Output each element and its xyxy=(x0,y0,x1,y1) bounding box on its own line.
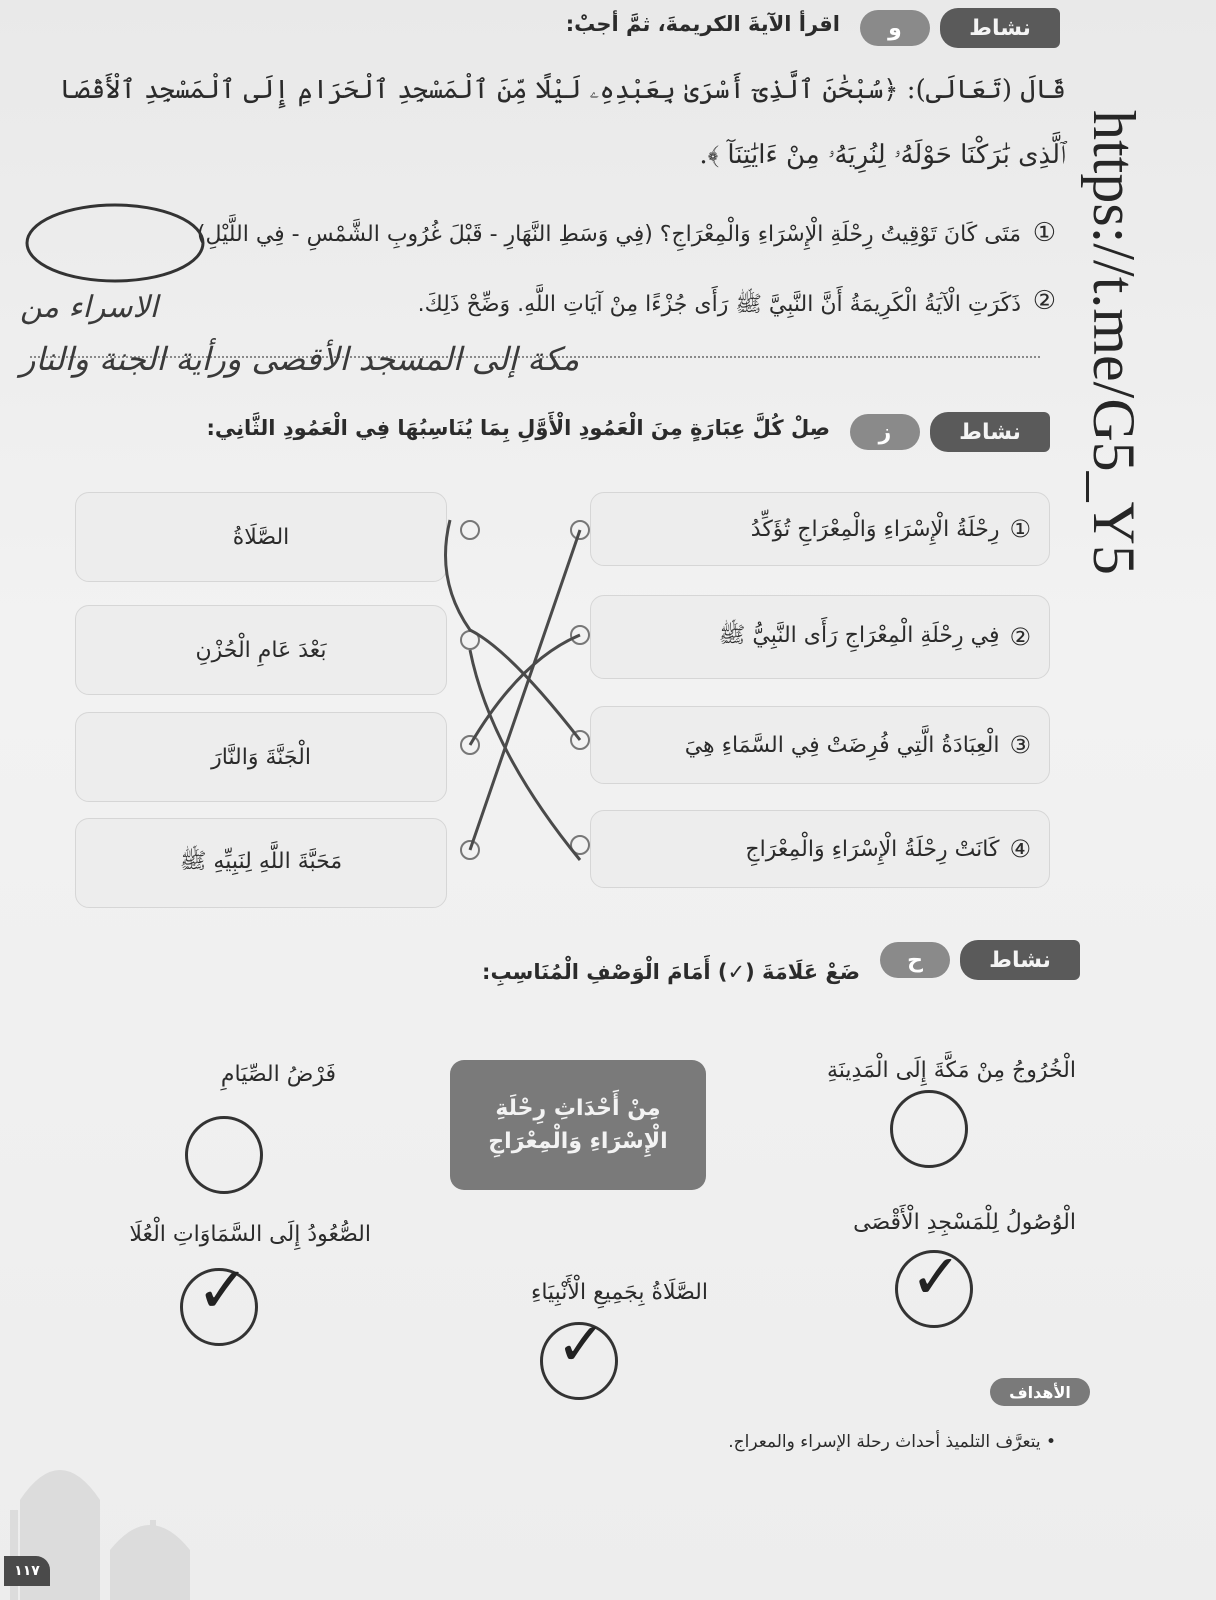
matching-lines xyxy=(430,500,630,900)
activity-badge: نشاط xyxy=(960,940,1080,980)
question-1-number: ① xyxy=(1032,218,1056,248)
match-item-4 xyxy=(590,810,1050,888)
handwritten-answer-1: الاسراء من xyxy=(20,290,159,325)
activity-letter: ز xyxy=(850,414,920,450)
question-2-number: ② xyxy=(1032,286,1056,316)
checkbox-top-left[interactable] xyxy=(185,1116,263,1194)
check-mark: ✓ xyxy=(556,1310,607,1380)
option-bottom-center: الصَّلَاةُ بِجَمِيعِ الْأَنْبِيَاءِ xyxy=(530,1280,708,1305)
activity-letter: و xyxy=(860,10,930,46)
activity-header-h xyxy=(520,8,1080,52)
match-number: ③ xyxy=(1009,731,1031,759)
match-text: رِحْلَةُ الْإِسْرَاءِ وَالْمِعْرَاجِ تُؤَكِّدُ xyxy=(750,516,1000,542)
verse-line-1: قَالَ (تَعَالَى): ﴿سُبْحَٰنَ ٱلَّذِىٓ أَسْرَىٰ بِعَبْدِهِۦ لَيْلًا مِّنَ ٱلْمَسْجِدِ ٱلْحَرَامِ إِلَى ٱلْمَسْجِدِ ٱلْأَقْصَا xyxy=(59,75,1066,105)
match-text: الْعِبَادَةُ الَّتِي فُرِضَتْ فِي السَّمَاءِ هِيَ xyxy=(684,732,1000,758)
activity-instruction: ضَعْ عَلَامَةَ (✓) أَمَامَ الْوَصْفِ الْمُنَاسِبِ: xyxy=(482,960,860,984)
check-mark: ✓ xyxy=(196,1254,250,1328)
match-line-1 xyxy=(470,530,580,850)
center-title-line-2: الْإِسْرَاءِ وَالْمِعْرَاجِ xyxy=(488,1129,668,1154)
match-line-3 xyxy=(446,520,581,740)
page-number: ١١٧ xyxy=(4,1556,50,1586)
match-target-1: الصَّلَاةُ xyxy=(75,492,447,582)
question-1: مَتَى كَانَ تَوْقِيتُ رِحْلَةِ الْإِسْرَاءِ وَالْمِعْرَاجِ؟ (فِي وَسَطِ النَّهَارِ - قَبْلَ غُرُوبِ الشَّمْسِ - فِي اللَّيْلِ) xyxy=(196,222,1021,247)
goals-item: • يتعرَّف التلميذ أحداث رحلة الإسراء والمعراج. xyxy=(728,1432,1056,1452)
option-bottom-right: الْوُصُولُ لِلْمَسْجِدِ الْأَقْصَى xyxy=(853,1210,1076,1235)
check-mark: ✓ xyxy=(910,1240,962,1313)
option-top-left: فَرْضُ الصِّيَامِ xyxy=(220,1062,336,1087)
activity-badge: نشاط xyxy=(930,412,1050,452)
answer-circle xyxy=(20,198,210,288)
match-text: فِي رِحْلَةِ الْمِعْرَاجِ رَأَى النَّبِيُّ ﷺ xyxy=(718,623,1000,648)
activity-instruction: اقرأ الآيةَ الكريمةَ، ثمَّ أجبْ: xyxy=(565,12,840,36)
checkbox-top-right[interactable] xyxy=(890,1090,968,1168)
question-2: ذَكَرَتِ الْآيَةُ الْكَرِيمَةُ أَنَّ النَّبِيَّ ﷺ رَأَى جُزْءًا مِنْ آيَاتِ اللَّهِ. وَضِّحْ ذَلِكَ. xyxy=(417,292,1021,317)
activity-header-h2 xyxy=(380,940,1100,984)
match-item-2 xyxy=(590,595,1050,679)
option-top-right: الْخُرُوجُ مِنْ مَكَّةَ إِلَى الْمَدِينَةِ xyxy=(826,1058,1076,1083)
connector-left-1 xyxy=(461,521,479,539)
center-title-line-1: مِنْ أَحْدَاثِ رِحْلَةِ xyxy=(495,1096,661,1121)
goals-label: الأهداف xyxy=(990,1378,1090,1406)
activity-badge: نشاط xyxy=(940,8,1060,48)
match-item-3 xyxy=(590,706,1050,784)
option-bottom-left: الصُّعُودُ إِلَى السَّمَاوَاتِ الْعُلَا xyxy=(129,1222,371,1247)
match-target-3: الْجَنَّةَ وَالنَّارَ xyxy=(75,712,447,802)
match-target-2: بَعْدَ عَامِ الْحُزْنِ xyxy=(75,605,447,695)
activity-letter: ح xyxy=(880,942,950,978)
watermark-link: https://t.me/G5_Y5 xyxy=(1081,110,1147,575)
match-target-4: مَحَبَّةَ اللَّهِ لِنَبِيِّهِ ﷺ xyxy=(75,818,447,908)
match-text: كَانَتْ رِحْلَةُ الْإِسْرَاءِ وَالْمِعْرَاجِ xyxy=(745,836,1000,862)
center-title-box xyxy=(450,1060,706,1190)
match-item-1 xyxy=(590,492,1050,566)
match-number: ④ xyxy=(1009,835,1031,863)
activity-instruction: صِلْ كُلَّ عِبَارَةٍ مِنَ الْعَمُودِ الْأَوَّلِ بِمَا يُنَاسِبُهَا فِي الْعَمُودِ الثَّانِي: xyxy=(206,416,830,440)
match-line-4 xyxy=(470,650,580,860)
handwritten-answer-2: مكة إلى المسجد الأقصى ورأية الجنة والنار xyxy=(20,340,580,378)
activity-header-z xyxy=(150,412,1070,456)
verse-line-2: ٱلَّذِى بَٰرَكْنَا حَوْلَهُۥ لِنُرِيَهُۥ مِنْ ءَايَٰتِنَآ ﴾. xyxy=(699,140,1066,170)
match-number: ① xyxy=(1009,515,1031,543)
match-number: ② xyxy=(1009,623,1031,651)
